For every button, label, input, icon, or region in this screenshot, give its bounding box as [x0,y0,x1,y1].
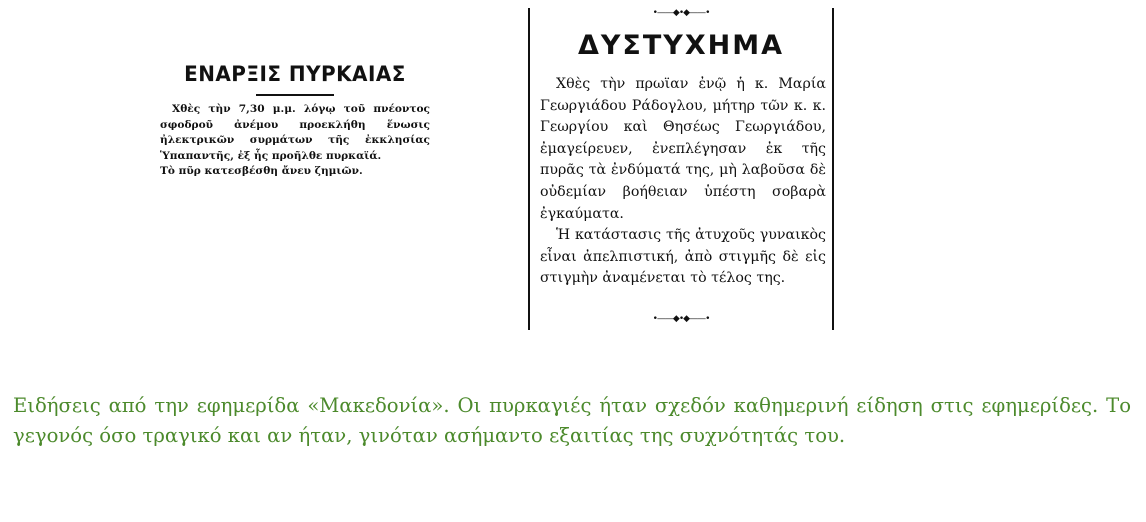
clipping-headline: ΔΥΣΤΥΧΗΜΑ [577,30,785,61]
newspaper-clipping-fire [150,62,440,180]
clipping-body [150,102,440,180]
clipping-headline: ΕΝΑΡΞΙΣ ΠΥΡΚΑΙΑΣ [184,62,406,86]
figure-caption: Ειδήσεις από την εφημερίδα «Μακεδονία». Οι πυρκαγιές ήταν σχεδόν καθημερινή είδηση στις εφημερίδες. Το γεγονός όσο τραγικό και αν ήταν, γινόταν ασήμαντο εξαιτίας της συχνότητάς του. [13,394,1131,447]
clipping-paragraph: Χθὲς τὴν 7,30 μ.μ. λόγῳ τοῦ πνέοντος σφοδροῦ ἀνέμου προεκλήθη ἕνωσις ἠλεκτρικῶν συρμάτων τῆς ἐκκλησίας Ὑπαπαντῆς, ἐξ ἧς προῆλθε πυρκαϊά. [160,103,430,162]
ornament-divider-top: •——◆•◆——• [652,8,710,18]
clipping-paragraph: Ἡ κατάστασις τῆς ἀτυχοῦς γυναικὸς εἶναι ἀπελπιστική, ἀπὸ στιγμῆς δὲ εἰς στιγμὴν ἀναμένεται τὸ τέλος της. [540,227,826,287]
headline-rule [256,94,334,96]
clipping-body [540,74,826,290]
clipping-paragraph: Τὸ πῦρ κατεσβέσθη ἄνευ ζημιῶν. [160,165,363,177]
newspaper-clipping-accident [522,8,840,330]
ornament-divider-bottom: •——◆•◆——• [652,314,710,324]
clipping-paragraph: Χθὲς τὴν πρωϊαν ἐνῷ ἡ κ. Μαρία Γεωργιάδου Ράδογλου, μήτηρ τῶν κ. κ. Γεωργίου καὶ Θησέως Γεωργιάδου, ἐμαγείρευεν, ἐνεπλέγησαν ἐκ τῆς πυρᾶς τὰ ἐνδύματά της, μὴ λαβοῦσα δὲ οὐδεμίαν βοήθειαν ὑπέστη σοβαρὰ ἐγκαύματα. [540,76,826,222]
